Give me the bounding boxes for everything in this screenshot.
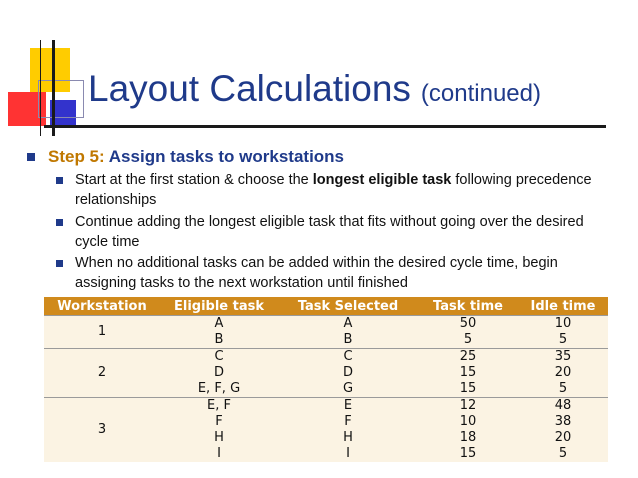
slide-title — [88, 70, 541, 107]
bullet-item-1 — [75, 170, 615, 210]
table-row — [44, 398, 608, 415]
eligible-task-cell: D — [160, 365, 278, 381]
task-time-cell: 10 — [418, 414, 518, 430]
task-time-cell: 25 — [418, 349, 518, 366]
workstation-assignment-table — [44, 297, 608, 462]
bullet-square-icon — [27, 153, 35, 161]
task-selected-cell: G — [278, 381, 418, 398]
task-selected-cell: I — [278, 446, 418, 462]
task-time-cell: 12 — [418, 398, 518, 415]
eligible-task-cell: E, F — [160, 398, 278, 415]
task-selected-cell: D — [278, 365, 418, 381]
task-time-cell: 15 — [418, 446, 518, 462]
eligible-task-cell: E, F, G — [160, 381, 278, 398]
task-selected-cell: H — [278, 430, 418, 446]
workstation-cell: 3 — [44, 398, 160, 463]
eligible-task-cell: C — [160, 349, 278, 366]
bullet-item-3: When no additional tasks can be added within the desired cycle time, begin assigning tasks to the next workstation until finished — [75, 255, 558, 291]
bullet-square-icon — [56, 260, 63, 267]
eligible-task-cell: H — [160, 430, 278, 446]
slide-title-main: Layout Calculations — [88, 68, 411, 109]
column-header-task-time: Task time — [418, 297, 518, 316]
idle-time-cell: 5 — [518, 446, 608, 462]
step-text: Assign tasks to workstations — [108, 147, 345, 166]
task-selected-cell: C — [278, 349, 418, 366]
idle-time-cell: 38 — [518, 414, 608, 430]
idle-time-cell: 35 — [518, 349, 608, 366]
column-header-task-selected: Task Selected — [278, 297, 418, 316]
workstation-cell: 2 — [44, 349, 160, 398]
step-heading — [48, 147, 344, 167]
idle-time-cell: 20 — [518, 430, 608, 446]
eligible-task-cell: F — [160, 414, 278, 430]
bullet-1-text-bold: longest eligible task — [312, 172, 452, 188]
eligible-task-cell: A — [160, 316, 278, 333]
idle-time-cell: 5 — [518, 381, 608, 398]
task-time-cell: 5 — [418, 332, 518, 349]
decorative-outline-square — [38, 80, 84, 118]
task-time-cell: 18 — [418, 430, 518, 446]
task-time-cell: 15 — [418, 381, 518, 398]
slide-title-suffix: (continued) — [420, 80, 541, 107]
table-row — [44, 316, 608, 333]
bullet-1-text-start: Start at the first station & choose the — [75, 172, 313, 188]
column-header-workstation: Workstation — [44, 297, 160, 316]
task-time-cell: 50 — [418, 316, 518, 333]
task-selected-cell: E — [278, 398, 418, 415]
idle-time-cell: 20 — [518, 365, 608, 381]
bullet-square-icon — [56, 219, 63, 226]
decorative-vertical-line-thin — [40, 40, 41, 136]
bullet-square-icon — [56, 177, 63, 184]
idle-time-cell: 10 — [518, 316, 608, 333]
bullet-item-2: Continue adding the longest eligible task that fits without going over the desired cycle time — [75, 214, 584, 250]
column-header-eligible-task: Eligible task — [160, 297, 278, 316]
column-header-idle-time: Idle time — [518, 297, 608, 316]
task-selected-cell: A — [278, 316, 418, 333]
title-underline — [44, 125, 606, 128]
eligible-task-cell: B — [160, 332, 278, 349]
task-time-cell: 15 — [418, 365, 518, 381]
table-row — [44, 349, 608, 366]
table-header-row — [44, 297, 608, 316]
eligible-task-cell: I — [160, 446, 278, 462]
task-selected-cell: B — [278, 332, 418, 349]
idle-time-cell: 48 — [518, 398, 608, 415]
bullet-1-text-end: following precedence relationships — [75, 172, 592, 208]
workstation-cell: 1 — [44, 316, 160, 349]
task-selected-cell: F — [278, 414, 418, 430]
idle-time-cell: 5 — [518, 332, 608, 349]
step-label: Step 5: — [48, 147, 105, 166]
decorative-vertical-line — [52, 40, 55, 136]
